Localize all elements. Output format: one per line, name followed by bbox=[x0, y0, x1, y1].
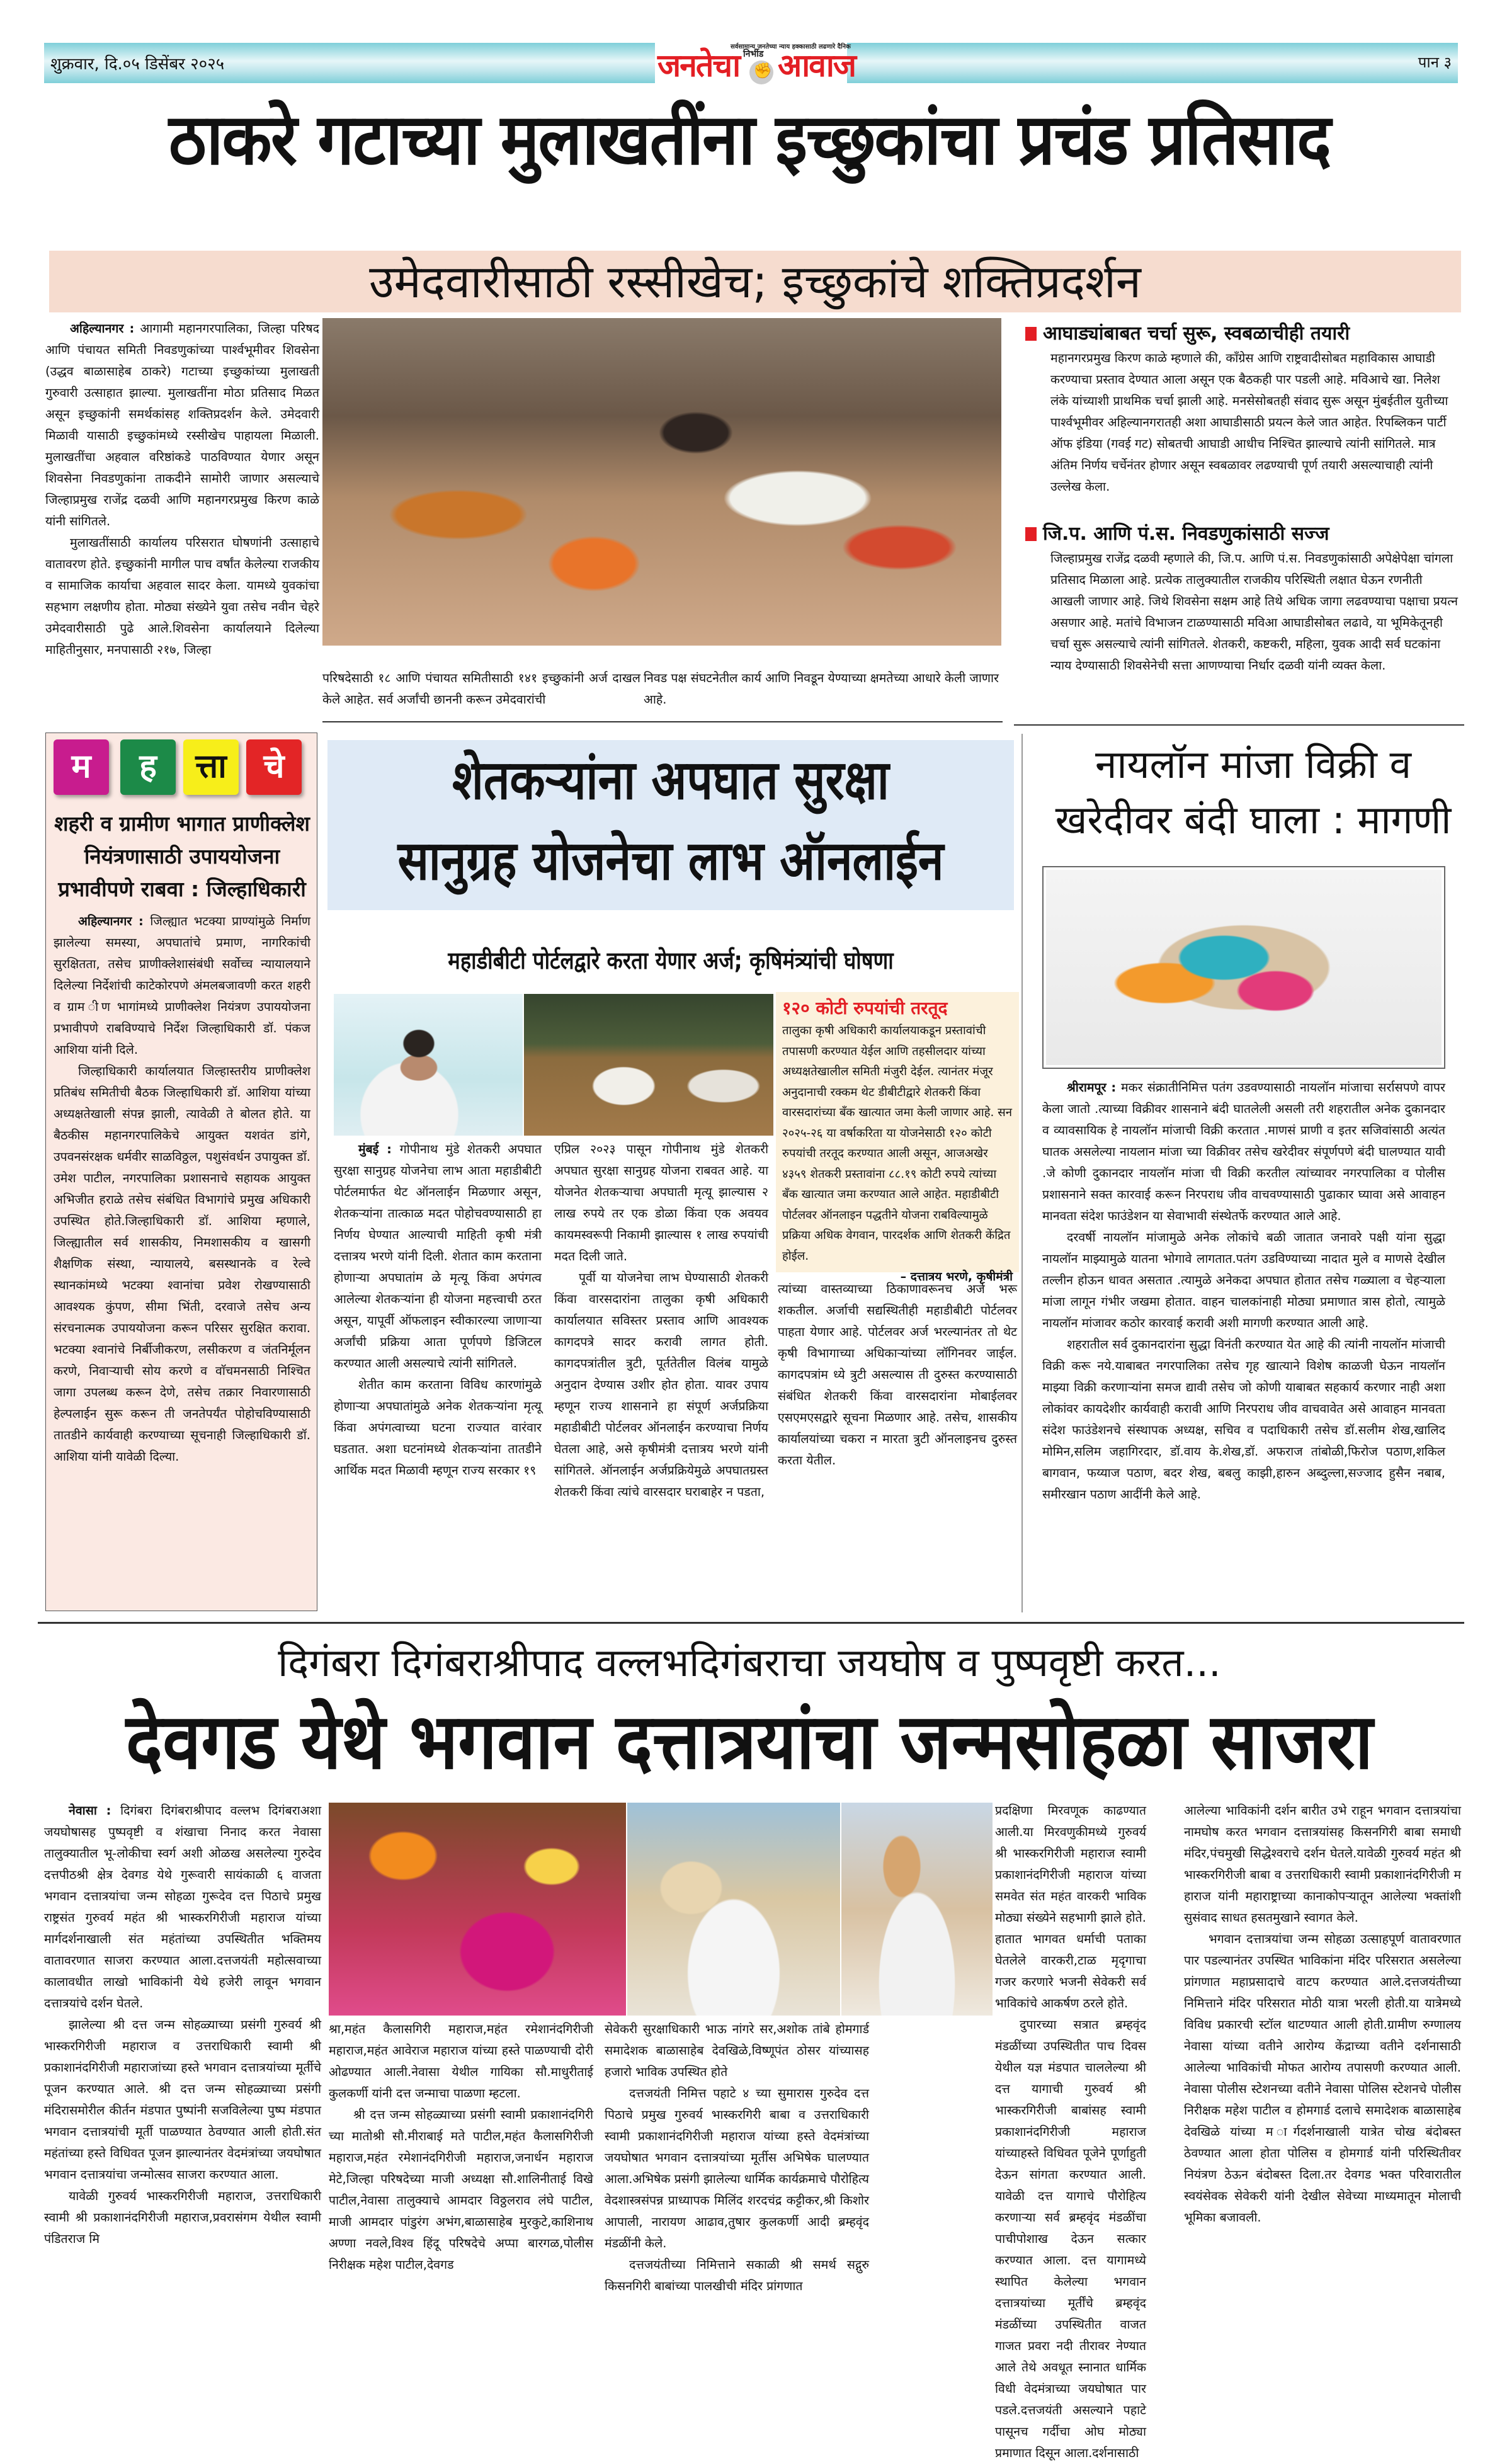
story4-column-4 bbox=[995, 1800, 1146, 2460]
story1-side1-title: आघाड्यांबाबत चर्चा सुरू, स्वबळाचीही तयारी bbox=[1025, 321, 1350, 346]
story1-subheadline: उमेदवारीसाठी रस्सीखेच; इच्छुकांचे शक्तिप्रदर्शन bbox=[369, 255, 1141, 308]
infobox-signature: – दत्तात्रय भरणे, कृषीमंत्री bbox=[900, 1270, 1013, 1284]
story3-photo-frame bbox=[1042, 866, 1445, 1069]
story1-paragraph: आगामी महानगरपालिका, जिल्हा परिषद आणि पंचायत समिती निवडणुकांच्या पार्श्वभूमीवर शिवसेना (उद्धव बाळासाहेब ठाकरे) गटाच्या इच्छुकांच्या मुलाखती गुरुवारी उत्साहात झाल्या. मुलाखतींना मोठा प्रतिसाद मिळत असून इच्छुकांनी समर्थकांसह शक्तिप्रदर्शन केले. उमेदवारी मिळावी यासाठी इच्छुकांमध्ये रस्सीखेच पाहायला मिळाली. मुलाखतींचा अहवाल वरिष्ठांकडे पाठविण्यात येणार असून शिवसेना निवडणुकांना ताकदीने सामोरी जाणार असल्याचे जिल्हाप्रमुख राजेंद्र दळवी आणि महानगरप्रमुख किरण काळे यांनी सांगितले. bbox=[45, 321, 319, 528]
minister-photo bbox=[334, 994, 523, 1136]
story4-paragraph: सेवेकरी सुरक्षाधिकारी भाऊ नांगरे सर,अशोक तांबे होमगार्ड समादेशक बाळासाहेब देवखिळे,विष्णूपंत ठोसर यांच्यासह हजारो भाविक उपस्थित होते bbox=[605, 2022, 869, 2079]
story4-column-5 bbox=[1184, 1800, 1461, 2361]
section-divider bbox=[1014, 724, 1464, 726]
story4-column-1: नेवासा : दिगंबरा दिगंबराश्रीपाद वल्लभ दिगंबराअशा जयघोषासह पुष्पवृष्टी व शंखाचा निनाद करत नेवासा तालुक्यातील भू-लोकीचा स्वर्ग अशी ओळख असलेल्या गुरुदेव दत्तपीठश्री क्षेत्र देवगड येथे गुरूवारी सायंकाळी ६ वाजता भगवान दत्तात्रयांचा जन्म सोहळा गुरूदेव दत्त पिठाचे प्रमुख राष्ट्रसंत गुरुवर्य महंत श्री भास्करगिरीजी महाराज यांच्या मार्गदर्शनाखाली संत महंतांच्या उपस्थितीत भक्तिमय वातावरणात साजरा करण्यात आला.दत्तजयंती महोत्सवाच्या कालावधीत लाखो भाविकांनी येथे हजेरी लावून भगवान दत्तात्रयांचे दर्शन घेतले. झालेल्या श्री दत्त जन्म सोहळ्याच्या प्रसंगी गुरुवर्य श्री भास्करगिरीजी महाराज व उत्तराधिकारी स्वामी श्री प्रकाशानंदगिरीजी महाराजांच्या हस्ते भगवान दत्तात्रयांच्या मूर्तीचे पूजन करण्यात आले. श्री दत्त जन्म सोहळ्याच्या प्रसंगी मंदिरासमोरील कीर्तन मंडपात पुष्पांनी सजविलेल्या पुष्प मंडपात भगवान दत्तात्रयांची मूर्ती पाळण्यात ठेवण्यात आली होती.संत महंतांच्या हस्ते विधिवत पूजन झाल्यानंतर वेदमंत्रांच्या जयघोषात भगवान दत्तात्रयांचा जन्मोत्सव साजरा करण्यात आला. यावेळी गुरुवर्य भास्करगिरीजी महाराज, उत्तराधिकारी स्वामी श्री प्रकाशानंदगिरीजी महाराज,प्रवरासंगम येथील स्वामी पंडितराज मि bbox=[44, 1800, 321, 2361]
story4-paragraph: श्रा,महंत कैलासगिरी महाराज,महंत रमेशानंदगिरीजी महाराज,महंत आवेराज महाराज यांच्या हस्ते पाळण्याची दोरी ओढण्यात आली.नेवासा येथील गायिका सौ.माधुरीताई कुलकर्णी यांनी दत्त जन्माचा पाळणा म्हटला. bbox=[329, 2022, 593, 2101]
story2-column-2 bbox=[554, 1139, 768, 1617]
fist-icon bbox=[749, 60, 773, 84]
story1-side2-body: जिल्हाप्रमुख राजेंद्र दळवी म्हणाले की, जि.प. आणि पं.स. निवडणुकांसाठी अपेक्षेपेक्षा चांगला प्रतिसाद मिळाला आहे. प्रत्येक तालुक्यातील राजकीय परिस्थिती लक्षात घेऊन रणनीती आखली जाणार आहे. जिथे शिवसेना सक्षम आहे तिथे अधिक जागा लढवण्याचा पक्षाचा प्रयत्न असणार आहे. मतांचे विभाजन टाळण्यासाठी मविआ आघाडीसोबत लढावे, या भूमिकेतूनही चर्चा सुरू असल्याचे त्यांनी सांगितले. शेतकरी, कष्टकरी, महिला, युवक आदी सर्व घटकांना न्याय देण्यासाठी शिवसेनेची सत्ता आणण्याचा निर्धार दळवी यांनी व्यक्त केला. bbox=[1050, 551, 1458, 673]
story4-paragraph: झालेल्या श्री दत्त जन्म सोहळ्याच्या प्रसंगी गुरुवर्य श्री भास्करगिरीजी महाराज व उत्तराधिकारी स्वामी श्री प्रकाशानंदगिरीजी महाराजांच्या हस्ते भगवान दत्तात्रयांच्या मूर्तीचे पूजन करण्यात आले. श्री दत्त जन्म सोहळ्याच्या प्रसंगी मंदिरासमोरील कीर्तन मंडपात पुष्पांनी सजविलेल्या पुष्प मंडपात भगवान दत्तात्रयांची मूर्ती पाळण्यात ठेवण्यात आली होती.संत महंतांच्या हस्ते विधिवत पूजन झाल्यानंतर वेदमंत्रांच्या जयघोषात भगवान दत्तात्रयांचा जन्मोत्सव साजरा करण्यात आला. bbox=[44, 2017, 321, 2182]
story4-headline: देवगड येथे भगवान दत्तात्रयांचा जन्मसोहळा साजरा bbox=[125, 1697, 1374, 1786]
masthead-word2: आवाज bbox=[778, 47, 855, 84]
tile-tta: त्ता bbox=[183, 739, 239, 795]
masthead-word1: जनतेचा bbox=[657, 47, 740, 84]
masthead-logo bbox=[655, 39, 855, 87]
story4-paragraph: प्रदक्षिणा मिरवणूक काढण्यात आली.या मिरवणुकीमध्ये गुरुवर्य श्री भास्करगिरीजी महाराज स्वामी प्रकाशानंदगिरीजी महाराज यांच्या समवेत संत महंत वारकरी भाविक मोठ्या संख्येने सहभागी झाले होते. हातात भागवत धर्माची पताका घेतलेले वारकरी,टाळ मृदृगाचा गजर करणारे भजनी सेवेकरी सर्व भाविकांचे आकर्षण ठरले होते. bbox=[995, 1803, 1146, 2011]
section-divider bbox=[322, 721, 1003, 722]
masthead-middle: निर्भीड bbox=[743, 49, 764, 59]
crowd-photo bbox=[322, 318, 1001, 646]
mahattache-paragraph: जिल्हाधिकारी कार्यालयात जिल्हास्तरीय प्राणीक्लेश प्रतिबंध समितीची बैठक जिल्हाधिकारी डॉ. आशिया यांच्या अध्यक्षतेखाली संपन्न झाली, त्यावेळी ते बोलत होते. या बैठकीस महानगरपालिकेचे आयुक्त यशवंत डांगे, उपवनसंरक्षक धर्मवीर साळविठ्ठल, पशुसंवर्धन उपायुक्त डॉ. उमेश पाटील, नगरपालिका प्रशासनाचे सहायक आयुक्त अभिजीत हराळे तसेच संबंधित विभागांचे प्रमुख अधिकारी उपस्थित होते.जिल्हाधिकारी डॉ. आशिया म्हणाले, जिल्ह्यातील सर्व शासकीय, निमशासकीय व खासगी शैक्षणिक संस्था, न्यायालये, बसस्थानके व रेल्वे स्थानकांमध्ये भटक्या श्वानांचा प्रवेश रोखण्यासाठी आवश्यक कुंपण, सीमा भिंती, दरवाजे तसेच अन्य संरचनात्मक उपाययोजना करून परिसर सुरक्षित करावा. भटक्या श्वानांचे निर्बीजीकरण, लसीकरण व जंतनिर्मूलन करणे, निवाऱ्याची सोय करणे व वाॅचमनसाठी निश्चित जागा उपलब्ध करून देणे, तसेच तक्रार निवारणासाठी हेल्पलाईन सुरू करून ती जनतेपर्यंत पोहोचविण्यासाठी तातडीने कार्यवाही करण्याच्या सूचनाही जिल्हाधिकारी डॉ. आशिया यांनी यावेळी दिल्या. bbox=[54, 1064, 310, 1464]
story1-side1-body: महानगरप्रमुख किरण काळे म्हणाले की, काँग्रेस आणि राष्ट्रवादीसोबत महाविकास आघाडी करण्याचा प्रस्ताव देण्यात आला असून एक बैठकही पार पडली आहे. मविआचे खा. निलेश लंके यांच्याशी प्राथमिक चर्चा झाली आहे. मनसेसोबतही संवाद सुरू असून मुंबईतील युतीच्या पार्श्वभूमीवर अहिल्यानगरातही अशा आघाडीसाठी प्रयत्न केले जात आहेत. रिपब्लिकन पार्टी ऑफ इंडिया (गवई गट) सोबतची आघाडी आधीच निश्चित झाल्याचे त्यांनी सांगितले. मात्र अंतिम निर्णय चर्चेनंतर होणार असून स्वबळावर लढण्याची पूर्ण तयारी असल्याचाही त्यांनी उल्लेख केला. bbox=[1050, 351, 1448, 494]
story2-infobox bbox=[776, 992, 1019, 1284]
story4-paragraph: भगवान दत्तात्रयांचा जन्म सोहळा उत्साहपूर्ण वातावरणात पार पडल्यानंतर उपस्थित भाविकांना मंदिर परिसरात असलेल्या प्रांगणात महाप्रसादाचे वाटप करण्यात आले.दत्तजयंतीच्या निमित्ताने मंदिर परिसरात मोठी यात्रा भरली होती.या यात्रेमध्ये विविध प्रकारची स्टॉल थाटण्यात आली होती.ग्रामीण रुग्णालय नेवासा यांच्या वतीने आरोग्य केंद्राच्या वतीने दर्शनासाठी आलेल्या भाविकांची मोफत आरोग्य तपासणी करण्यात आली. नेवासा पोलीस स्टेशनच्या वतीने नेवासा पोलिस स्टेशनचे पोलीस निरीक्षक महेश पाटील व होमगार्ड दलाचे समादेशक बाळासाहेब देवखिळे यांच्या म ार्गदर्शनाखाली यात्रेत चोख बंदोबस्त ठेवण्यात आला होता पोलिस व होमगार्ड यांनी परिस्थितीवर नियंत्रण ठेऊन बंदोबस्त दिला.तर देवगड भक्त परिवारातील स्वयंसेवक सेवेकरी यांनी देखील सेवेच्या माध्यमातून मोलाची भूमिका बजावली. bbox=[1184, 1932, 1461, 2225]
story4-paragraph: दत्तजयंतीच्या निमित्ताने सकाळी श्री समर्थ सद्गुरु किसनगिरी बाबांच्या पालखीची मंदिर प्रांगणात bbox=[605, 2257, 869, 2293]
story4-paragraph: दुपारच्या सत्रात ब्रम्हवृंद मंडळींच्या उपस्थितीत पाच दिवस येथील यज्ञ मंडपात चाललेल्या श्री दत्त यागाची गुरुवर्य श्री भास्करगिरीजी बाबांसह स्वामी प्रकाशानंदगिरीजी महाराज यांच्याहस्ते विधिवत पूजेने पूर्णाहुती देऊन सांगता करण्यात आली. यावेळी दत्त यागाचे पौरोहित्य करणाऱ्या सर्व ब्रम्हवृंद मंडळींचा पाचीपोशाख देऊन सत्कार करण्यात आला. दत्त यागामध्ये स्थापित केलेल्या भगवान दत्तात्रयांच्या मूर्तींचे ब्रम्हवृंद मंडळींच्या उपस्थितीत वाजत गाजत प्रवरा नदी तीरावर नेण्यात आले तेथे अवधूत स्नानात धार्मिक विधी वेदमंत्राच्या जयघोषात पार पडले.दत्तजयंती असल्याने पहाटे पासूनच गर्दीचा ओघ मोठ्या प्रमाणात दिसून आला.दर्शनासाठी bbox=[995, 2017, 1146, 2460]
mahattache-headline: शहरी व ग्रामीण भागात प्राणीक्लेश नियंत्रणासाठी उपाययोजना प्रभावीपणे राबवा : जिल्हाधिकारी bbox=[54, 811, 310, 901]
story1-paragraph: मुलाखतींसाठी कार्यालय परिसरात घोषणांनी उत्साहाचे वातावरण होते. इच्छुकांनी मागील पाच वर्षांत केलेल्या राजकीय व सामाजिक कार्याचा अहवाल सादर केला. यामध्ये युवकांचा सहभाग लक्षणीय होता. मोठ्या संख्येने युवा तसेच नवीन चेहरे उमेदवारीसाठी पुढे आले.शिवसेना कार्यालयाने दिलेल्या माहितीनुसार, मनपासाठी २१७, जिल्हा bbox=[45, 535, 319, 657]
story1-column-1: अहिल्यानगर : आगामी महानगरपालिका, जिल्हा परिषद आणि पंचायत समिती निवडणुकांच्या पार्श्वभूमीवर शिवसेना (उद्धव बाळासाहेब ठाकरे) गटाच्या इच्छुकांच्या मुलाखती गुरुवारी उत्साहात झाल्या. मुलाखतींना मोठा प्रतिसाद मिळत असून इच्छुकांनी समर्थकांसह शक्तिप्रदर्शन केले. उमेदवारी मिळावी यासाठी इच्छुकांमध्ये रस्सीखेच पाहायला मिळाली. मुलाखतींचा अहवाल वरिष्ठांकडे पाठविण्यात येणार असून शिवसेना निवडणुकांना ताकदीने सामोरी जाणार असल्याचे जिल्हाप्रमुख राजेंद्र दळवी आणि महानगरप्रमुख किरण काळे यांनी सांगितले. मुलाखतींसाठी कार्यालय परिसरात घोषणांनी उत्साहाचे वातावरण होते. इच्छुकांनी मागील पाच वर्षांत केलेल्या राजकीय व सामाजिक कार्याचा अहवाल सादर केला. यामध्ये युवकांचा सहभाग लक्षणीय होता. मोठ्या संख्येने युवा तसेच नवीन चेहरे उमेदवारीसाठी पुढे आले.शिवसेना कार्यालयाने दिलेल्या माहितीनुसार, मनपासाठी २१७, जिल्हा bbox=[45, 318, 319, 724]
section-divider bbox=[38, 1622, 1464, 1624]
story1-headline: ठाकरे गटाच्या मुलाखतींना इच्छुकांचा प्रचंड प्रतिसाद bbox=[168, 99, 1331, 181]
story4-column-2 bbox=[329, 2019, 593, 2362]
story1-dateline: अहिल्यानगर bbox=[70, 321, 124, 336]
story4-dateline: नेवासा bbox=[69, 1803, 97, 1818]
story2-dateline: मुंबई bbox=[358, 1142, 379, 1156]
page-number: पान ३ bbox=[1418, 54, 1452, 71]
story4-kicker: दिगंबरा दिगंबराश्रीपाद वल्लभदिगंबराचा जयघोष व पुष्पवृष्टी करत... bbox=[278, 1640, 1221, 1685]
column-divider bbox=[1021, 734, 1023, 1612]
story4-paragraph: श्री दत्त जन्म सोहळ्याच्या प्रसंगी स्वामी प्रकाशानंदगिरी च्या मातोश्री सौ.मीराबाई मते पाटील,महंत कैलासगिरीजी महाराज,महंत रमेशानंदगिरीजी महाराज,जनार्धन महाराज मेटे,जिल्हा परिषदेच्या माजी अध्यक्षा सौ.शालिनीताई विखे पाटील,नेवासा तालुक्याचे आमदार विठ्ठलराव लंघे पाटील, माजी आमदार पांडुरंग अभंग,बाळासाहेब मुरकुटे,काशिनाथ अण्णा नवले,विश्व हिंदू परिषदेचे अप्पा बारगळ,पोलीस निरीक्षक महेश पाटील,देवगड bbox=[329, 2108, 593, 2272]
story2-headline-band bbox=[327, 740, 1014, 910]
story2-paragraph: एप्रिल २०२३ पासून गोपीनाथ मुंडे शेतकरी अपघात सुरक्षा सानुग्रह योजना राबवत आहे. या योजनेत शेतकऱ्याचा अपघाती मृत्यू झाल्यास २ लाख रुपये तर एक डोळा किंवा एक अवयव कायमस्वरूपी निकामी झाल्यास १ लाख रुपयांची मदत दिली जाते. bbox=[554, 1142, 768, 1263]
issue-date: शुक्रवार, दि.०५ डिसेंबर २०२५ bbox=[50, 55, 225, 74]
infobox-title: १२० कोटी रुपयांची तरतूद bbox=[782, 998, 948, 1018]
mahattache-dateline: अहिल्यानगर bbox=[78, 914, 132, 928]
story4-paragraph: दत्तजयंती निमित्त पहाटे ४ च्या सुमारास गुरुदेव दत्त पिठाचे प्रमुख गुरुवर्य भास्करगिरी बाबा व उत्तराधिकारी स्वामी प्रकाशानंदगिरीजी महाराज यांच्या हस्ते वेदमंत्रांच्या जयघोषात भगवान दत्तात्रयांच्या मूर्तीस अभिषेक घालण्यात आला.अभिषेक प्रसंगी झालेल्या धार्मिक कार्यक्रमाचे पौरोहित्य वेदशास्त्रसंपन्न प्राध्यापक मिलिंद शरदचंद्र कट्टीकर,श्री किशोर आपाली, नारायण आढाव,तुषार कुलकर्णी आदी ब्रम्हवृंद मंडळींनी केले. bbox=[605, 2086, 869, 2250]
story1-side2-title: जि.प. आणि पं.स. निवडणुकांसाठी सज्ज bbox=[1025, 522, 1329, 547]
mahattache-body: अहिल्यानगर : जिल्ह्यात भटक्या प्राण्यांमुळे निर्माण झालेल्या समस्या, अपघातांचे प्रमाण, नागरिकांची सुरक्षितता, तसेच प्राणीक्लेशासंबंधी सर्वोच्च न्यायालयाने दिलेल्या निर्देशांची काटेकोरपणे अंमलबजावणी करत शहरी व ग्राम ीण भागांमध्ये प्राणीक्लेश नियंत्रण उपाययोजना प्रभावीपणे राबविण्याचे निर्देश जिल्हाधिकारी डॉ. पंकज आशिया यांनी दिले. जिल्हाधिकारी कार्यालयात जिल्हास्तरीय प्राणीक्लेश प्रतिबंध समितीची बैठक जिल्हाधिकारी डॉ. आशिया यांच्या अध्यक्षतेखाली संपन्न झाली, त्यावेळी ते बोलत होते. या बैठकीस महानगरपालिकेचे आयुक्त यशवंत डांगे, उपवनसंरक्षक धर्मवीर साळविठ्ठल, पशुसंवर्धन उपायुक्त डॉ. उमेश पाटील, नगरपालिका प्रशासनाचे सहायक आयुक्त अभिजीत हराळे तसेच संबंधित विभागांचे प्रमुख अधिकारी उपस्थित होते.जिल्हाधिकारी डॉ. आशिया म्हणाले, जिल्ह्यातील सर्व शासकीय, निमशासकीय व खासगी शैक्षणिक संस्था, न्यायालये, बसस्थानके व रेल्वे स्थानकांमध्ये भटक्या श्वानांचा प्रवेश रोखण्यासाठी आवश्यक कुंपण, सीमा भिंती, दरवाजे तसेच अन्य संरचनात्मक उपाययोजना करून परिसर सुरक्षित करावा. भटक्या श्वानांचे निर्बीजीकरण, लसीकरण व जंतनिर्मूलन करणे, निवाऱ्याची सोय करणे व वाॅचमनसाठी निश्चित जागा उपलब्ध करून देणे, तसेच तक्रार निवारणासाठी हेल्पलाईन सुरू करून ती जनतेपर्यंत पोहोचविण्यासाठी तातडीने कार्यवाही करण्याच्या सूचनाही जिल्हाधिकारी डॉ. आशिया यांनी यावेळी दिल्या. bbox=[54, 911, 310, 1604]
story2-column-3: त्यांच्या वास्तव्याच्या ठिकाणावरूनच अर्ज भरू शकतील. अर्जाची सद्यस्थितीही महाडीबीटी पोर्टलवर पाहता येणार आहे. पोर्टलवर अर्ज भरल्यानंतर तो थेट कृषी विभागाच्या अधिकाऱ्यांच्या लॉगिनवर जाईल. कागदपत्रांम ध्ये त्रुटी असल्यास ती दुरुस्त करण्यासाठी संबंधित शेतकरी किंवा वारसदारांना मोबाईलवर एसएमएसद्वारे सूचना मिळणार आहे. तसेच, शासकीय कार्यालयांच्या चकरा न मारता त्रुटी ऑनलाइनच दुरुस्त करता येतील. bbox=[778, 1282, 1017, 1468]
infobox-body: तालुका कृषी अधिकारी कार्यालयाकडून प्रस्तावांची तपासणी करण्यात येईल आणि तहसीलदार यांच्या अध्यक्षतेखालील समिती मंजुरी देईल. त्यानंतर मंजूर अनुदानाची रक्कम थेट डीबीटीद्वारे शेतकरी किंवा वारसदारांच्या बँक खात्यात जमा केली जाणार आहे. सन २०२५-२६ या वर्षाकरिता या योजनेसाठी १२० कोटी रुपयांची तरतूद करण्यात आली असून, आजअखेर ४३५९ शेतकरी प्रस्तावांना ८८.१९ कोटी रुपये त्यांच्या बँक खात्यात जमा करण्यात आले आहेत. महाडीबीटी पोर्टलवर ऑनलाइन पद्धतीने योजना राबविल्यामुळे प्रक्रिया अधिक वेगवान, पारदर्शक आणि शेतकरी केंद्रित होईल. bbox=[782, 1024, 1013, 1263]
story4-paragraph: यावेळी गुरुवर्य भास्करगिरीजी महाराज, उत्तराधिकारी स्वामी श्री प्रकाशानंदगिरीजी महाराज,प्रवरासंगम येथील स्वामी पंडितराज मि bbox=[44, 2189, 321, 2246]
masthead-tagline: सर्वसामान्य जनतेच्या न्याय हक्कासाठी लढणारे दैनिक bbox=[731, 43, 851, 50]
tile-ha: ह bbox=[120, 739, 176, 795]
story4-paragraph: आलेल्या भाविकांनी दर्शन बारीत उभे राहून भगवान दत्तात्रयांचा नामघोष करत भगवान दत्तात्रयांसह किसनगिरी बाबा समाधी मंदिर,पंचमुखी सिद्धेश्वराचे दर्शन घेतले.यावेळी गुरुवर्य महंत श्री भास्करगिरीजी बाबा व उत्तराधिकारी स्वामी प्रकाशानंदगिरीजी म हाराज यांनी महाराष्ट्राच्या कानाकोपऱ्यातून आलेल्या भक्तांशी सुसंवाद साधत हसतमुखाने स्वागत केले. bbox=[1184, 1803, 1461, 1925]
kite-string-spools-photo bbox=[1046, 870, 1442, 1065]
devotees-crowd-photo bbox=[627, 1803, 840, 2016]
tile-ma: म bbox=[54, 739, 109, 795]
story3-paragraph: दरवर्षी नायलॉन मांजामुळे अनेक लोकांचे बळी जातात जनावरे पक्षी यांना सुद्धा नायलॉन माझ्यामुळे यातना भोगावे लागतात.पतंग उडविण्याच्या नादात मुले व माणसे देखील तल्लीन होऊन धावत असतात .त्यामुळे अनेकदा अपघात होतात तसेच गळ्याला व चेहऱ्याला मांजा लागून गंभीर जखमा होतात. वाहन चालकांनाही मोठ्या प्रमाणात त्रास होतो, त्यामुळे नायलॉन मांजावर कठोर कारवाई करावी अशी मागणी करण्यात आली आहे. bbox=[1042, 1230, 1445, 1330]
story2-paragraph: पूर्वी या योजनेचा लाभ घेण्यासाठी शेतकरी किंवा वारसदारांना तालुका कृषी अधिकारी कार्यालयात सविस्तर प्रस्ताव आणि आवश्यक कागदपत्रे सादर करावी लागत होती. कागदपत्रांतील त्रुटी, पूर्ततेतील विलंब यामुळे अनुदान देण्यास उशीर होत होता. यावर उपाय म्हणून राज्य शासनाने हा संपूर्ण अर्जप्रक्रिया महाडीबीटी पोर्टलवर ऑनलाईन करण्याचा निर्णय घेतला आहे, असे कृषीमंत्री दत्तात्रय भरणे यांनी सांगितले. ऑनलाईन अर्जप्रक्रियेमुळे अपघातग्रस्त शेतकरी किंवा त्यांचे वारसदार घराबाहेर न पडता, bbox=[554, 1270, 768, 1499]
story3-body: श्रीरामपूर : मकर संक्रातीनिमित्त पतंग उडवण्यासाठी नायलॉन मांजाचा सर्रासपणे वापर केला जातो .त्याच्या विक्रीवर शासनाने बंदी घातलेली असली तरी शहरातील अनेक दुकानदार व व्यावसायिक हे नायलॉन मांजाची विक्री करतात .माणसं प्राणी व इतर सजिवांसाठी अत्यंत घातक असलेल्या नायलान मांजा च्या विक्रीवर तसेच खरेदीवर संपूर्णपणे बंदी घालण्यात यावी .जे कोणी दुकानदार नायलॉन मांजा ची विक्री करतील त्यांच्यावर नगरपालिका व पोलीस प्रशासनाने सक्त कारवाई करून निरपराध जीव वाचवण्यासाठी पुढाकार घ्यावा असे आवाहन मानवता संदेश फाउंडेशन या सेवाभावी संस्थेतर्फे करण्यात आले आहे. दरवर्षी नायलॉन मांजामुळे अनेक लोकांचे बळी जातात जनावरे पक्षी यांना सुद्धा नायलॉन माझ्यामुळे यातना भोगावे लागतात.पतंग उडविण्याच्या नादात मुले व माणसे देखील तल्लीन होऊन धावत असतात .त्यामुळे अनेकदा अपघात होतात तसेच गळ्याला व चेहऱ्याला मांजा लागून गंभीर जखमा होतात. वाहन चालकांनाही मोठ्या प्रमाणात त्रास होतो, त्यामुळे नायलॉन मांजावर कठोर कारवाई करावी अशी मागणी करण्यात आली आहे. शहरातील सर्व दुकानदारांना सुद्धा विनंती करण्यात येत आहे की त्यांनी नायलॉन मांजाची विक्री करू नये.याबाबत नगरपालिका तसेच गृह खात्याने विशेष काळजी घेऊन नायलॉन माझ्या विक्री करणाऱ्यांना समज द्यावी तसेच जो कोणी याबाबत सहकार्य करणार नाही अशा लोकांवर कायदेशीर कार्यवाही करावी आणि निरपराध जीव वाचवावेत असे आवाहन मानवता संदेश फाउंडेशनचे संस्थापक अध्यक्ष, सचिव व पदाधिकारी तसेच डॉ.सलीम शेख,खालिद मोमिन,सलिम जहागिरदार, डॉ.वाय के.शेख,डॉ. अफराज तांबोळी,फिरोज पठाण,शकिल बागवान, फय्याज पठाण, बदर शेख, बबलु काझी,हारुन अब्दुल्ला,सज्जाद हुसैन नबाब, समीरखान पठाण आदींनी केले आहे. bbox=[1042, 1077, 1445, 1619]
story2-headline-line1: शेतकऱ्यांना अपघात सुरक्षा bbox=[452, 749, 889, 812]
temple-ceremony-photo bbox=[329, 1803, 626, 2016]
story3-headline: नायलॉन मांजा विक्री व खरेदीवर बंदी घाला : मागणी bbox=[1055, 741, 1452, 843]
story4-column-3 bbox=[605, 2019, 869, 2362]
farmer-plough-photo bbox=[524, 994, 773, 1136]
red-square-bullet-icon bbox=[1025, 527, 1037, 541]
temple-photo bbox=[841, 1803, 993, 2016]
tile-che: चे bbox=[246, 739, 302, 795]
red-square-bullet-icon bbox=[1025, 327, 1037, 341]
story2-headline-line2: सानुग्रह योजनेचा लाभ ऑनलाईन bbox=[397, 830, 944, 893]
story1-caption-a: परिषदेसाठी १८ आणि पंचायत समितीसाठी १४१ इच्छुकांनी अर्ज दाखल केले आहेत. सर्व अर्जांची छाननी करून उमेदवारांची bbox=[322, 671, 640, 707]
story3-dateline: श्रीरामपूर bbox=[1067, 1080, 1107, 1095]
mahattache-box bbox=[45, 733, 317, 1611]
story3-paragraph: शहरातील सर्व दुकानदारांना सुद्धा विनंती करण्यात येत आहे की त्यांनी नायलॉन मांजाची विक्री करू नये.याबाबत नगरपालिका तसेच गृह खात्याने विशेष काळजी घेऊन नायलॉन माझ्या विक्री करणाऱ्यांना समज द्यावी तसेच जो कोणी याबाबत सहकार्य करणार नाही अशा लोकांवर कायदेशीर कार्यवाही करावी आणि निरपराध जीव वाचवावेत असे आवाहन मानवता संदेश फाउंडेशनचे संस्थापक अध्यक्ष, सचिव व पदाधिकारी तसेच डॉ.सलीम शेख,खालिद मोमिन,सलिम जहागिरदार, डॉ.वाय के.शेख,डॉ. अफराज तांबोळी,फिरोज पठाण,शकिल बागवान, फय्याज पठाण, बदर शेख, बबलु काझी,हारुन अब्दुल्ला,सज्जाद हुसैन नबाब, समीरखान पठाण आदींनी केले आहे. bbox=[1042, 1337, 1445, 1502]
story1-subheadline-band bbox=[49, 251, 1461, 312]
story2-paragraph: शेतीत काम करताना विविध कारणांमुळे होणाऱ्या अपघातांमुळे अनेक शेतकऱ्यांना मृत्यू किंवा अपंगत्वाच्या घटना राज्यात वारंवार घडतात. अशा घटनांमध्ये शेतकऱ्यांना तातडीने आर्थिक मदत मिळावी म्हणून राज्य सरकार १९ bbox=[334, 1377, 542, 1478]
story2-subheadline: महाडीबीटी पोर्टलद्वारे करता येणार अर्ज; कृषिमंत्र्यांची घोषणा bbox=[448, 947, 894, 974]
story2-column-1: मुंबई : गोपीनाथ मुंडे शेतकरी अपघात सुरक्षा सानुग्रह योजनेचा लाभ आता महाडीबीटी पोर्टलमार्फत थेट ऑनलाईन मिळणार असून, शेतकऱ्यांना तात्काळ मदत पोहोचवण्यासाठी हा निर्णय घेण्यात आल्याची माहिती कृषी मंत्री दत्तात्रय भरणे यांनी दिली. शेतात काम करताना होणाऱ्या अपघातांम ळे मृत्यू किंवा अपंगत्व आलेल्या शेतकऱ्यांना ही योजना महत्त्वाची ठरत असून, यापूर्वी ऑफलाइन स्वीकारल्या जाणाऱ्या अर्जांची प्रक्रिया आता पूर्णपणे डिजिटल करण्यात आली असल्याचे त्यांनी सांगितले. शेतीत काम करताना विविध कारणांमुळे होणाऱ्या अपघातांमुळे अनेक शेतकऱ्यांना मृत्यू किंवा अपंगत्वाच्या घटना राज्यात वारंवार घडतात. अशा घटनांमध्ये शेतकऱ्यांना तातडीने आर्थिक मदत मिळावी म्हणून राज्य सरकार १९ bbox=[334, 1139, 542, 1617]
story1-caption-b: निवड पक्ष संघटनेतील कार्य आणि निवडून येण्याच्या क्षमतेच्या आधारे केली जाणार आहे. bbox=[644, 671, 999, 707]
